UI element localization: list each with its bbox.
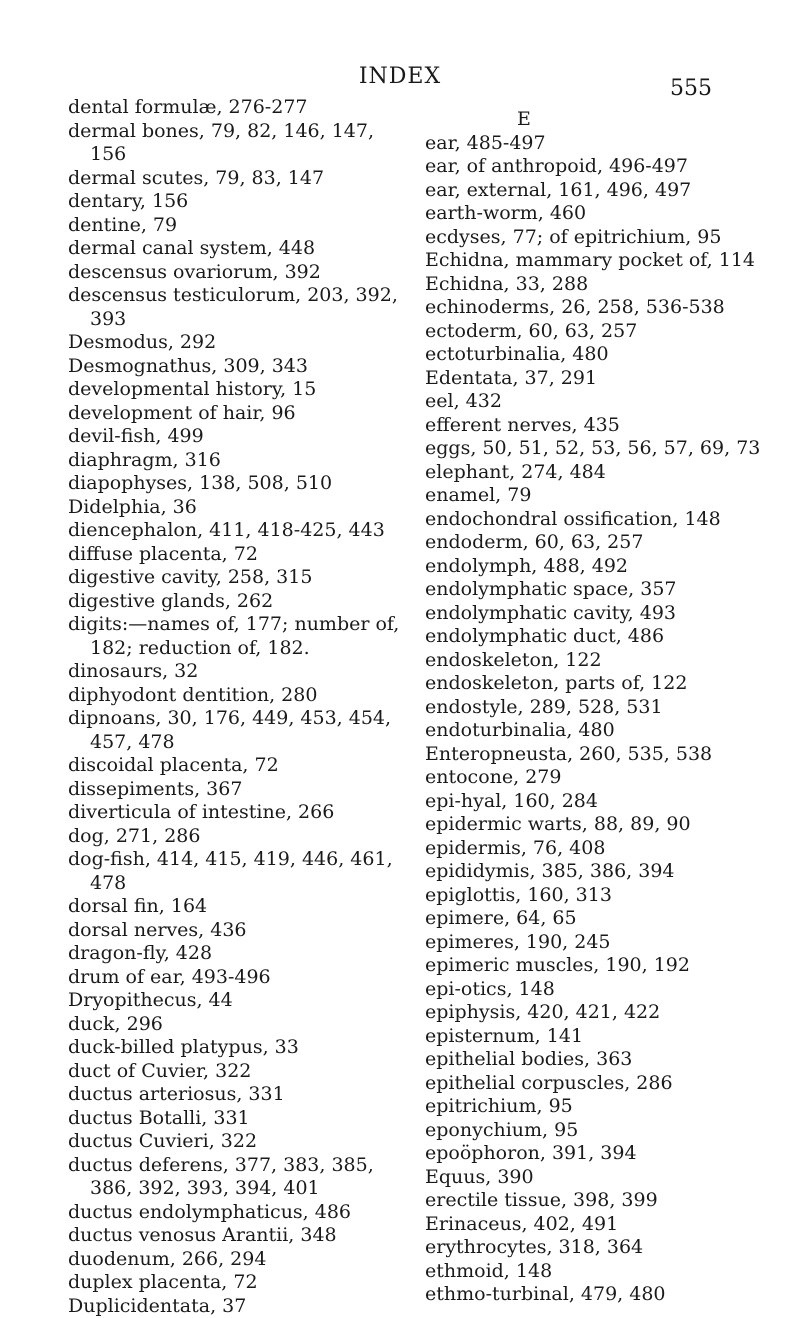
index-entry: ear, of anthropoid, 496-497 [425, 155, 765, 179]
index-entry: developmental history, 15 [68, 378, 403, 402]
index-entry: epidermic warts, 88, 89, 90 [425, 813, 765, 837]
index-entry: devil-fish, 499 [68, 425, 403, 449]
index-entry: development of hair, 96 [68, 402, 403, 426]
index-entry: erythrocytes, 318, 364 [425, 1236, 765, 1260]
index-entry: Echidna, 33, 288 [425, 273, 765, 297]
index-entry: ecdyses, 77; of epitrichium, 95 [425, 226, 765, 250]
index-entry: erectile tissue, 398, 399 [425, 1189, 765, 1213]
index-entry: epimere, 64, 65 [425, 907, 765, 931]
index-entry: dermal bones, 79, 82, 146, 147, 156 [68, 120, 403, 167]
index-entry: endolymph, 488, 492 [425, 555, 765, 579]
index-entry: eel, 432 [425, 390, 765, 414]
index-entry: ectoderm, 60, 63, 257 [425, 320, 765, 344]
index-entry: ethmo-turbinal, 479, 480 [425, 1283, 765, 1307]
page-title: INDEX [0, 64, 800, 89]
index-entry: dipnoans, 30, 176, 449, 453, 454, 457, 478 [68, 707, 403, 754]
index-entry: epithelial bodies, 363 [425, 1048, 765, 1072]
index-entry: dog-fish, 414, 415, 419, 446, 461, 478 [68, 848, 403, 895]
index-entry: ductus deferens, 377, 383, 385, 386, 392, 393, 394, 401 [68, 1154, 403, 1201]
index-entry: epiglottis, 160, 313 [425, 884, 765, 908]
index-entry: Erinaceus, 402, 491 [425, 1213, 765, 1237]
index-entry: duck, 296 [68, 1013, 403, 1037]
index-entry: dentary, 156 [68, 190, 403, 214]
index-entry: diphyodont dentition, 280 [68, 684, 403, 708]
page-header [0, 64, 800, 94]
index-entry: epidermis, 76, 408 [425, 837, 765, 861]
index-entry: Equus, 390 [425, 1166, 765, 1190]
index-entry: eggs, 50, 51, 52, 53, 56, 57, 69, 73 [425, 437, 765, 461]
index-entry: diapophyses, 138, 508, 510 [68, 472, 403, 496]
index-entry: endoskeleton, 122 [425, 649, 765, 673]
index-entry: endoskeleton, parts of, 122 [425, 672, 765, 696]
index-entry: dentine, 79 [68, 214, 403, 238]
index-entry: endolymphatic duct, 486 [425, 625, 765, 649]
index-entry: endostyle, 289, 528, 531 [425, 696, 765, 720]
index-entry: ductus Cuvieri, 322 [68, 1130, 403, 1154]
index-entry: ductus venosus Arantii, 348 [68, 1224, 403, 1248]
index-column-right [425, 96, 765, 1307]
index-entry: Didelphia, 36 [68, 496, 403, 520]
index-entry: endoderm, 60, 63, 257 [425, 531, 765, 555]
index-entry: digestive glands, 262 [68, 590, 403, 614]
index-entry: duct of Cuvier, 322 [68, 1060, 403, 1084]
index-entry: diffuse placenta, 72 [68, 543, 403, 567]
index-entry: epithelial corpuscles, 286 [425, 1072, 765, 1096]
index-entry: dental formulæ, 276-277 [68, 96, 403, 120]
index-entry: endolymphatic space, 357 [425, 578, 765, 602]
index-entry: dinosaurs, 32 [68, 660, 403, 684]
index-entry: ethmoid, 148 [425, 1260, 765, 1284]
index-entry: dog, 271, 286 [68, 825, 403, 849]
index-entry: enamel, 79 [425, 484, 765, 508]
section-letter: E [460, 108, 617, 132]
index-entry: duplex placenta, 72 [68, 1271, 403, 1295]
index-entry: dragon-fly, 428 [68, 942, 403, 966]
index-entry: elephant, 274, 484 [425, 461, 765, 485]
index-entry: efferent nerves, 435 [425, 414, 765, 438]
index-entry: duck-billed platypus, 33 [68, 1036, 403, 1060]
index-entry: ear, 485-497 [425, 132, 765, 156]
index-entry: Desmodus, 292 [68, 331, 403, 355]
index-entry: duodenum, 266, 294 [68, 1248, 403, 1272]
index-entry: digits:—names of, 177; number of, 182; reduction of, 182. [68, 613, 403, 660]
index-entries-right [425, 132, 765, 1307]
index-entry: Dryopithecus, 44 [68, 989, 403, 1013]
index-entry: dissepiments, 367 [68, 778, 403, 802]
index-entry: ductus Botalli, 331 [68, 1107, 403, 1131]
index-entry: epididymis, 385, 386, 394 [425, 860, 765, 884]
index-entry: epimeres, 190, 245 [425, 931, 765, 955]
index-entry: Duplicidentata, 37 [68, 1295, 403, 1318]
index-entry: entocone, 279 [425, 766, 765, 790]
index-column-left [68, 96, 403, 1318]
index-entry: dorsal nerves, 436 [68, 919, 403, 943]
index-entry: dermal canal system, 448 [68, 237, 403, 261]
index-entry: descensus testiculorum, 203, 392, 393 [68, 284, 403, 331]
index-entry: drum of ear, 493-496 [68, 966, 403, 990]
index-entry: ductus endolymphaticus, 486 [68, 1201, 403, 1225]
index-entry: epoöphoron, 391, 394 [425, 1142, 765, 1166]
index-entry: dermal scutes, 79, 83, 147 [68, 167, 403, 191]
index-entry: dorsal fin, 164 [68, 895, 403, 919]
index-entry: epi-otics, 148 [425, 978, 765, 1002]
index-entry: endoturbinalia, 480 [425, 719, 765, 743]
index-entry: descensus ovariorum, 392 [68, 261, 403, 285]
index-entry: diaphragm, 316 [68, 449, 403, 473]
index-entry: epi-hyal, 160, 284 [425, 790, 765, 814]
index-entry: eponychium, 95 [425, 1119, 765, 1143]
index-entry: ear, external, 161, 496, 497 [425, 179, 765, 203]
page-number: 555 [670, 76, 712, 101]
index-entry: Echidna, mammary pocket of, 114 [425, 249, 765, 273]
index-entry: diverticula of intestine, 266 [68, 801, 403, 825]
index-entry: discoidal placenta, 72 [68, 754, 403, 778]
index-entry: epitrichium, 95 [425, 1095, 765, 1119]
index-entry: earth-worm, 460 [425, 202, 765, 226]
index-entry: Desmognathus, 309, 343 [68, 355, 403, 379]
index-entry: endochondral ossification, 148 [425, 508, 765, 532]
index-entry: ductus arteriosus, 331 [68, 1083, 403, 1107]
index-entry: episternum, 141 [425, 1025, 765, 1049]
index-entry: epimeric muscles, 190, 192 [425, 954, 765, 978]
index-entry: Enteropneusta, 260, 535, 538 [425, 743, 765, 767]
index-entry: epiphysis, 420, 421, 422 [425, 1001, 765, 1025]
index-entry: ectoturbinalia, 480 [425, 343, 765, 367]
index-entry: digestive cavity, 258, 315 [68, 566, 403, 590]
index-entry: Edentata, 37, 291 [425, 367, 765, 391]
index-entry: endolymphatic cavity, 493 [425, 602, 765, 626]
index-entry: echinoderms, 26, 258, 536-538 [425, 296, 765, 320]
index-entry: diencephalon, 411, 418-425, 443 [68, 519, 403, 543]
